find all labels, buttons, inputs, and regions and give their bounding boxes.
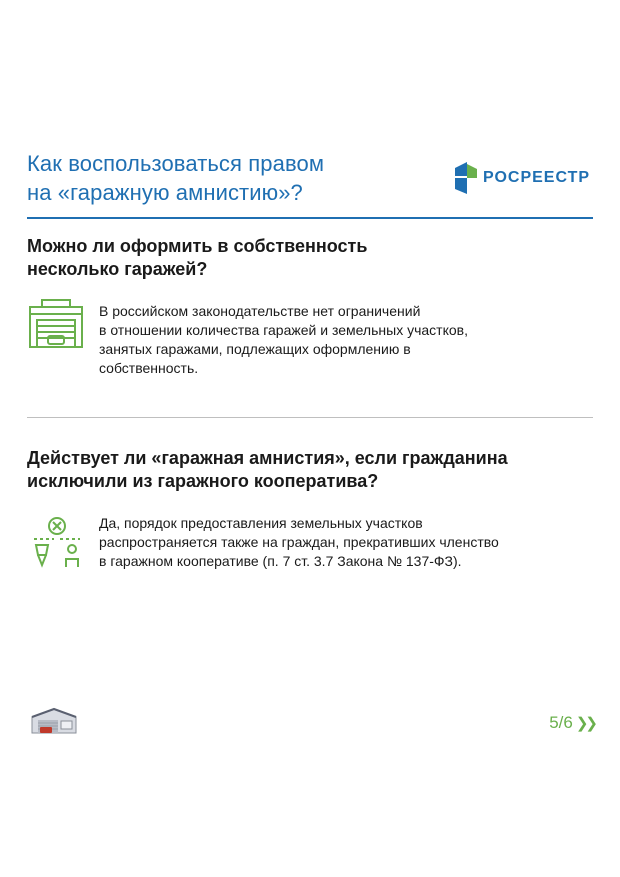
question-2-title (27, 447, 602, 493)
section-divider (27, 417, 593, 418)
cooperative-exclusion-icon (30, 515, 84, 569)
page-title-line-2: на «гаражную амнистию»? (27, 180, 303, 205)
answer-1-line: в отношении количества гаражей и земельных участков, (99, 322, 468, 338)
question-1-title (27, 235, 587, 281)
question-1-line-1: Можно ли оформить в собственность (27, 236, 368, 256)
answer-1 (99, 302, 579, 378)
answer-2-line: в гаражном кооперативе (п. 7 ст. 3.7 Закона № 137-ФЗ). (99, 553, 462, 569)
question-2-line-1: Действует ли «гаражная амнистия», если гражданина (27, 448, 508, 468)
answer-2-line: распространяется также на граждан, прекративших членство (99, 534, 499, 550)
page-title-line-1: Как воспользоваться правом (27, 151, 325, 176)
logo-text: РОСРЕЕСТР (483, 169, 591, 186)
answer-1-line: собственность. (99, 360, 199, 376)
answer-1-line: занятых гаражами, подлежащих оформлению в (99, 341, 411, 357)
garage-building-icon (28, 298, 84, 350)
header-divider (27, 217, 593, 219)
page-indicator[interactable] (549, 713, 595, 733)
question-2-line-2: исключили из гаражного кооператива? (27, 471, 379, 491)
double-chevron-right-icon[interactable]: ❯❯ (575, 715, 595, 732)
question-1-line-2: несколько гаражей? (27, 259, 208, 279)
answer-2 (99, 514, 599, 571)
rosreestr-emblem-icon (455, 162, 479, 194)
answer-2-line: Да, порядок предоставления земельных участков (99, 515, 423, 531)
rosreestr-logo (455, 160, 590, 196)
page-title (27, 149, 447, 207)
page-number: 5/6 (549, 713, 573, 732)
garage-illustration-icon (30, 707, 78, 735)
answer-1-line: В российском законодательстве нет ограничений (99, 303, 421, 319)
